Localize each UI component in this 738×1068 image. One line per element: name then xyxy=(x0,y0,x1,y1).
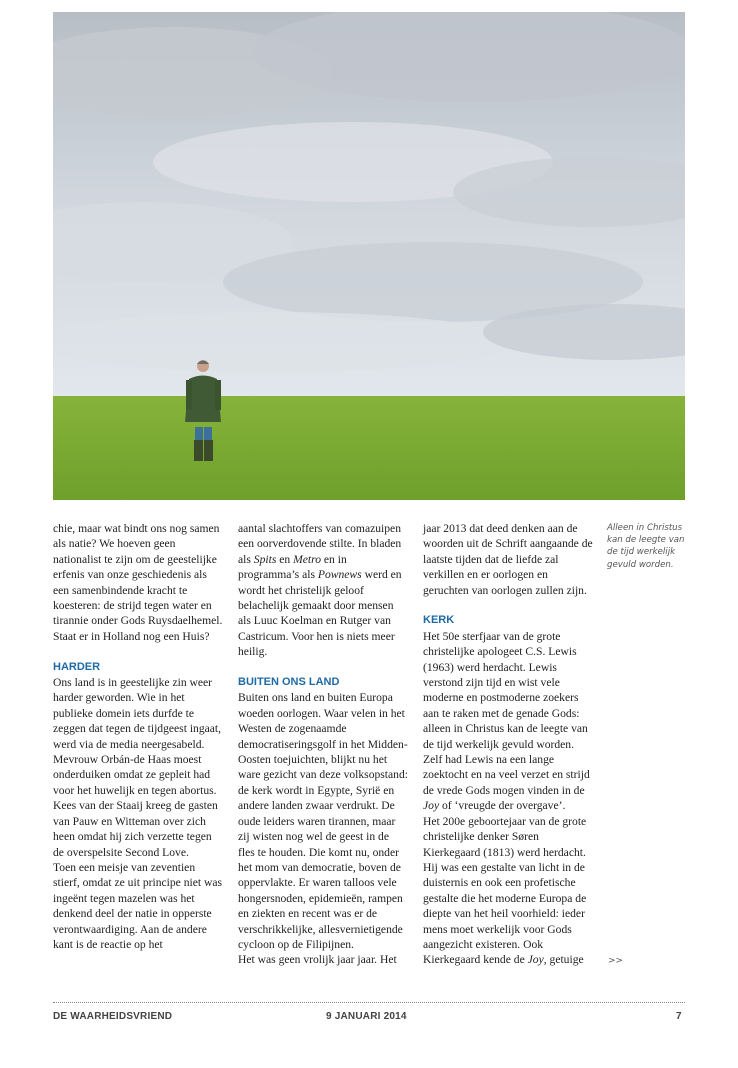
column3-paragraph-2: Het 200e geboortejaar van de grote christelijke denker Søren Kierkegaard (1813) werd herdacht. Hij was een gestalte van licht in de duisternis en ook een profetische gestalte die het moderne Europa de diepte van het heil voorhield: ieder mens moet werkelijk voor Gods aangezicht existeren. Ook Kierkegaard kende de Joy, getuige xyxy=(423,814,587,967)
column3-paragraph-1: Het 50e sterfjaar van de grote christelijke apologeet C.S. Lewis (1963) werd herdacht. Lewis verstond zijn tijd en wist vele moderne en postmoderne zoekers aan te raken met de genade Gods: alleen in Christus kan de leegte van de tijd werkelijk gevuld worden. Zelf had Lewis na een lange zoektocht en na veel verzet en strijd de vrede Gods mogen vinden in de Joy of ‘vreugde der overgave’. xyxy=(423,629,590,813)
column1-paragraph-2: Toen een meisje van zeventien stierf, omdat ze uit principe niet was ingeënt tegen mazelen was het denkend deel der natie in opperste verontwaardiging. Aan de andere kant is de reactie op het xyxy=(53,860,223,951)
heading-harder: HARDER xyxy=(53,660,101,673)
column2-intro: aantal slachtoffers van comazuipen een oorverdovende stilte. In bladen als Spits en Metro en in programma’s als Pownews werd en wordt het christelijk geloof belachelijk gemaakt door mensen als Luuc Koelman en Rutger van Castricum. Voor hen is niets meer heilig. xyxy=(238,522,402,659)
footer-page-number: 7 xyxy=(676,1011,682,1022)
continue-marker: >> xyxy=(608,956,624,966)
text-column-2 xyxy=(238,521,408,968)
footer-date: 9 JANUARI 2014 xyxy=(326,1011,407,1022)
footer-divider xyxy=(53,1002,685,1003)
hero-photo xyxy=(53,12,685,500)
column2-paragraph-2: Het was geen vrolijk jaar jaar. Het xyxy=(238,953,397,967)
column2-paragraph-1: Buiten ons land en buiten Europa woeden oorlogen. Waar velen in het Westen de zogenaamde democratiseringsgolf in het Midden-Oosten toejuichten, blijkt nu het ware gezicht van deze volksopstand: de kerk wordt in Egypte, Syrië en andere landen zwaar verdrukt. De oude leiders waren tirannen, maar zij wisten nog wel de geest in de fles te houden. Die komt nu, onder het mom van democratie, boven de oppervlakte. Er waren talloos vele hongersnoden, epidemieën, rampen en ziekten en recent was er de verschrikkelijke, allesvernietigende cycloon op de Filipijnen. xyxy=(238,691,408,951)
column3-intro: jaar 2013 dat deed denken aan de woorden uit de Schrift aangaande de laatste tijden dat de liefde zal verkillen en er oorlogen en geruchten van oorlogen zullen zijn. xyxy=(423,522,593,597)
footer-publication: DE WAARHEIDSVRIEND xyxy=(53,1011,173,1022)
column1-paragraph-1: Ons land is in geestelijke zin weer harder geworden. Wie in het publieke domein iets durfde te zeggen dat tegen de tijdgeest ingaat, werd via de media neergesabeld. Mevrouw Orbán-de Haas moest onderduiken omdat ze gepleit had voor het huwelijk en tegen abortus. Kees van der Staaij kreeg de gasten van Pauw en Witteman over zich heen omdat hij zich verzette tegen de overspelsite Second Love. xyxy=(53,676,222,859)
heading-kerk: KERK xyxy=(423,614,455,627)
pull-quote-caption: Alleen in Christus kan de leegte van de tijd werkelijk gevuld worden. xyxy=(607,523,685,570)
heading-buiten-ons-land: BUITEN ONS LAND xyxy=(238,676,340,689)
column1-intro: chie, maar wat bindt ons nog samen als natie? We hoeven geen nationalist te zijn om de geestelijke erfenis van onze geschiedenis als een samenbindende kracht te koesteren: de strijd tegen water en tirannie onder Gods Ruysdaelhemel. Staat er in Holland nog een Huis? xyxy=(53,522,223,643)
text-column-1 xyxy=(53,521,223,952)
text-column-3 xyxy=(423,521,595,968)
